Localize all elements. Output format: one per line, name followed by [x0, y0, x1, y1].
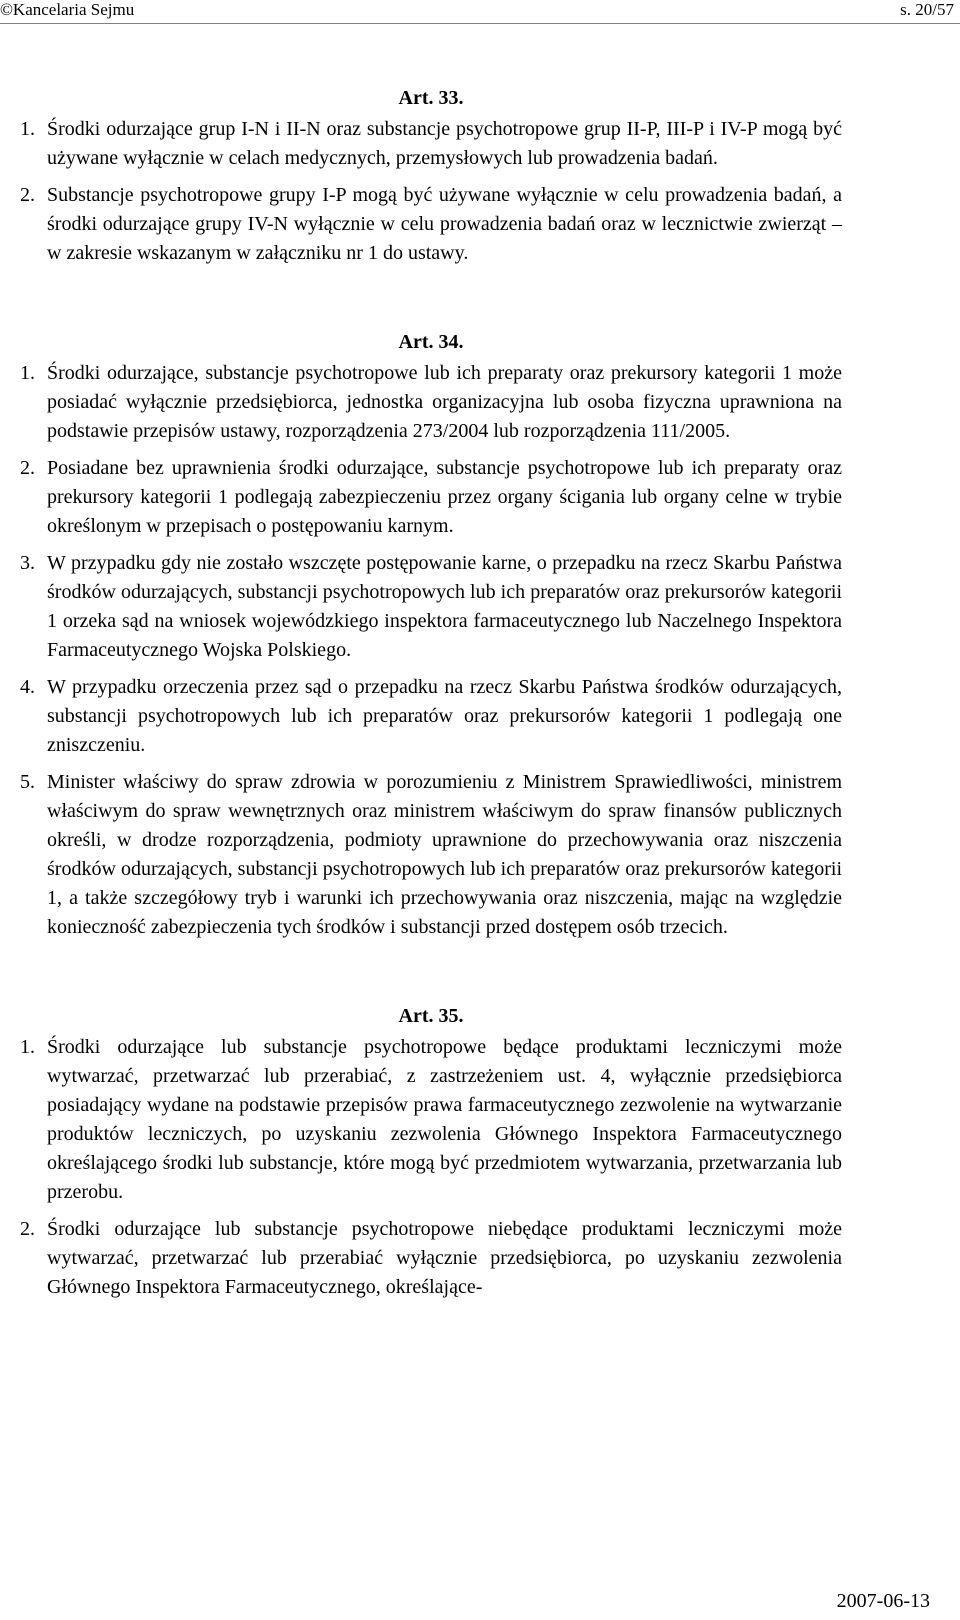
article-title: Art. 34. — [398, 331, 464, 353]
paragraph-number: 2. — [20, 1218, 35, 1240]
paragraph-text: Minister właściwy do spraw zdrowia w porozumieniu z Ministrem Sprawiedliwości, ministrem właściwym do spraw wewnętrznych oraz ministrem właściwym do spraw finansów publicznych określi, w drodze rozporządzenia, podmioty uprawnione do przechowywania oraz niszczenia środków odurzających, substancji psychotropowych lub ich preparatów oraz prekursorów kategorii 1, a także szczegółowy tryb i warunki ich przechowywania oraz niszczenia, mając na względzie konieczność zabezpieczenia tych środków i substancji przed dostępem osób trzecich. — [47, 771, 842, 938]
paragraph-number: 1. — [20, 118, 35, 140]
paragraph-number: 2. — [20, 457, 35, 479]
paragraph — [20, 549, 842, 665]
paragraph-text: Posiadane bez uprawnienia środki odurzające, substancje psychotropowe lub ich preparaty oraz prekursory kategorii 1 podlegają zabezpieczeniu przez organy ścigania lub organy celne w trybie określonym w przepisach o postępowaniu karnym. — [47, 457, 842, 537]
paragraph-number: 5. — [20, 771, 35, 793]
paragraph-text: W przypadku orzeczenia przez sąd o przepadku na rzecz Skarbu Państwa środków odurzających, substancji psychotropowych lub ich preparatów oraz prekursorów kategorii 1 podlegają one zniszczeniu. — [47, 676, 842, 756]
paragraph — [20, 454, 842, 541]
paragraph — [20, 359, 842, 446]
paragraph — [20, 768, 842, 942]
paragraph — [20, 1215, 842, 1302]
paragraph — [20, 1033, 842, 1207]
paragraph-text: Środki odurzające, substancje psychotropowe lub ich preparaty oraz prekursory kategorii 1 może posiadać wyłącznie przedsiębiorca, jednostka organizacyjna lub osoba fizyczna uprawniona na podstawie przepisów ustawy, rozporządzenia 273/2004 lub rozporządzenia 111/2005. — [47, 362, 842, 442]
header-divider — [0, 23, 960, 24]
paragraph-number: 3. — [20, 552, 35, 574]
article-title: Art. 33. — [398, 87, 464, 109]
page-number: s. 20/57 — [900, 0, 954, 19]
paragraph — [20, 673, 842, 760]
page-header — [0, 0, 960, 20]
article-title: Art. 35. — [398, 1005, 464, 1027]
paragraph-number: 4. — [20, 676, 35, 698]
section-spacer — [20, 276, 842, 328]
source-label: ©Kancelaria Sejmu — [0, 0, 135, 19]
paragraph — [20, 115, 842, 173]
paragraph-number: 1. — [20, 362, 35, 384]
section-spacer — [20, 950, 842, 1002]
document-body — [20, 84, 842, 1310]
paragraph-text: Substancje psychotropowe grupy I-P mogą być używane wyłącznie w celu prowadzenia badań, a środki odurzające grupy IV-N wyłącznie w celu prowadzenia badań oraz w lecznictwie zwierząt – w zakresie wskazanym w załączniku nr 1 do ustawy. — [47, 184, 842, 264]
paragraph-number: 1. — [20, 1036, 35, 1058]
paragraph-number: 2. — [20, 184, 35, 206]
paragraph-text: Środki odurzające lub substancje psychotropowe niebędące produktami leczniczymi może wytwarzać, przetwarzać lub przerabiać wyłącznie przedsiębiorca, po uzyskaniu zezwolenia Głównego Inspektora Farmaceutycznego, określające- — [47, 1218, 842, 1298]
document-date: 2007-06-13 — [836, 1590, 930, 1612]
paragraph-text: W przypadku gdy nie zostało wszczęte postępowanie karne, o przepadku na rzecz Skarbu Państwa środków odurzających, substancji psychotropowych lub ich preparatów oraz prekursorów kategorii 1 orzeka sąd na wniosek wojewódzkiego inspektora farmaceutycznego lub Naczelnego Inspektora Farmaceutycznego Wojska Polskiego. — [47, 552, 842, 661]
paragraph-text: Środki odurzające grup I-N i II-N oraz substancje psychotropowe grup II-P, III-P i IV-P mogą być używane wyłącznie w celach medycznych, przemysłowych lub prowadzenia badań. — [47, 118, 842, 169]
paragraph-text: Środki odurzające lub substancje psychotropowe będące produktami leczniczymi może wytwarzać, przetwarzać lub przerabiać, z zastrzeżeniem ust. 4, wyłącznie przedsiębiorca posiadający wydane na podstawie przepisów prawa farmaceutycznego zezwolenie na wytwarzanie produktów leczniczych, po uzyskaniu zezwolenia Głównego Inspektora Farmaceutycznego określającego środki lub substancje, które mogą być przedmiotem wytwarzania, przetwarzania lub przerobu. — [47, 1036, 842, 1203]
paragraph — [20, 181, 842, 268]
